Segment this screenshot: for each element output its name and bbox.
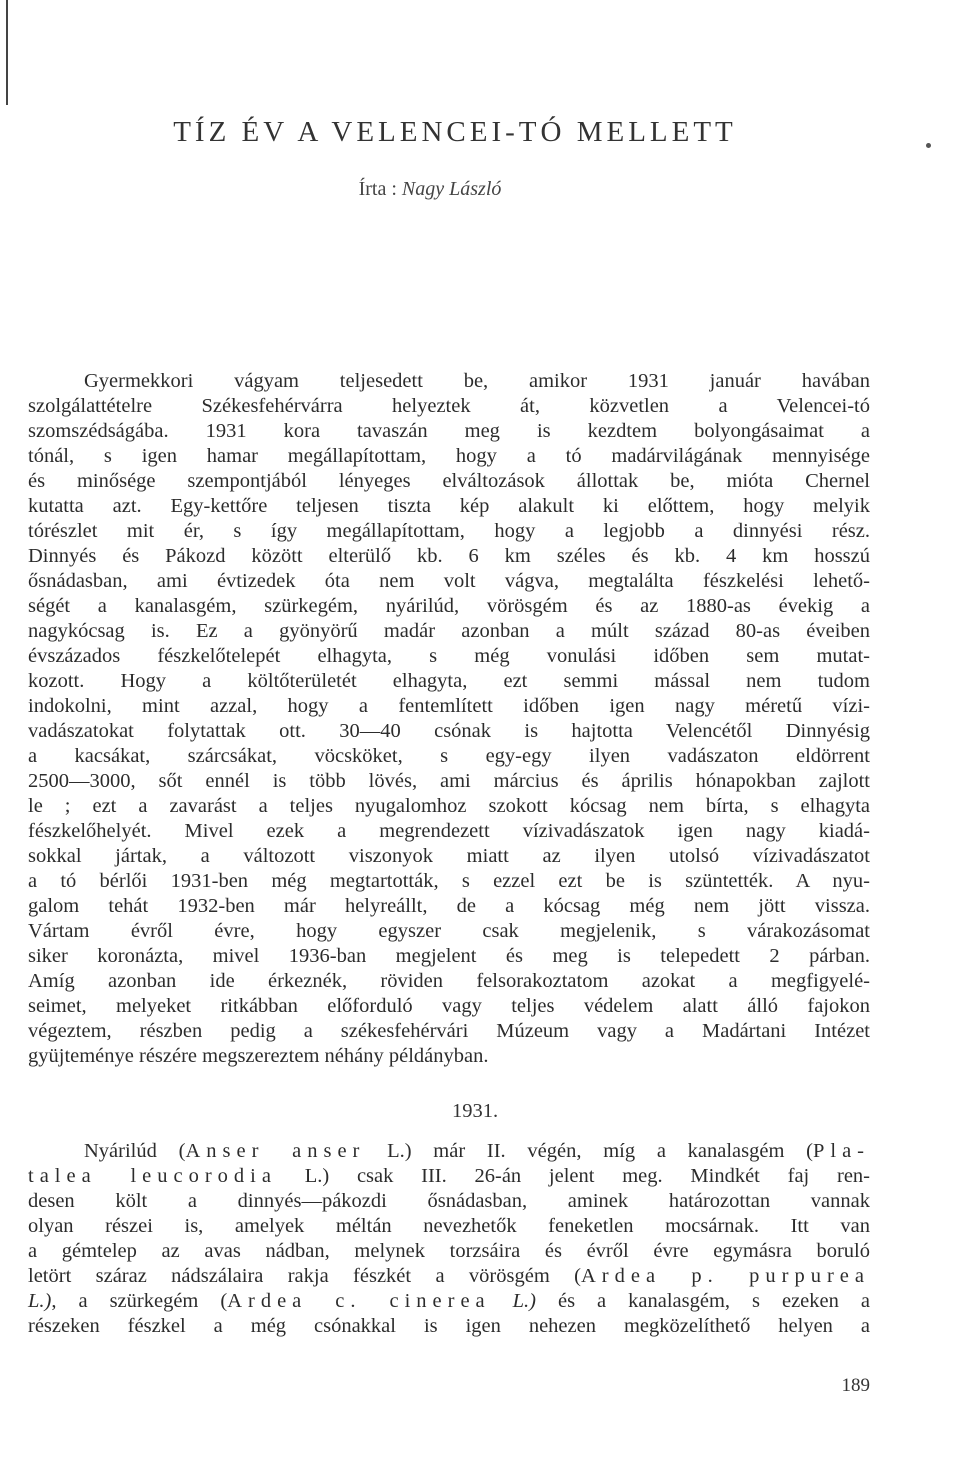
text-line: évszázados fészkelőtelepét elhagyta, s még vonulási időben sem mutat- xyxy=(28,645,870,667)
text-line: a tó bérlői 1931-ben még megtartották, s ezzel ezt be is szüntették. A nyu- xyxy=(28,870,870,892)
text-run: L.) xyxy=(28,1290,52,1312)
article-title: TÍZ ÉV A VELENCEI-TÓ MELLETT xyxy=(173,116,737,148)
text-line: nagykócsag is. Ez a gyönyörű madár azonban a múlt század 80-as éveiben xyxy=(28,620,870,642)
text-run: L.) xyxy=(490,1290,536,1312)
species-name: Ardea c. cinerea xyxy=(227,1290,491,1312)
text-line: kozott. Hogy a költőterületét elhagyta, ezt semmi mással nem tudom xyxy=(28,670,870,692)
text-line: desen költ a dinnyés—pákozdi ősnádasban, aminek határozottan vannak xyxy=(28,1190,870,1212)
text-line: és minősége szempontjából lényeges elváltozások állottak be, mióta Chernel xyxy=(28,470,870,492)
text-line: 2500—3000, sőt ennél is több lövés, ami március és április hónapokban zajlott xyxy=(28,770,870,792)
text-line: Gyermekkori vágyam teljesedett be, amikor 1931 január havában xyxy=(84,370,870,392)
page-number: 189 xyxy=(841,1375,870,1396)
text-line: le ; ezt a zavarást a teljes nyugalomhoz szokott kócsag nem bírta, s elhagyta xyxy=(28,795,870,817)
text-line: sokkal jártak, a változott viszonyok miatt az ilyen utolsó vízivadászatot xyxy=(28,845,870,867)
text-line xyxy=(28,1164,870,1189)
text-line: a gémtelep az avas nádban, melynek torzsáira és évről évre egymásra boruló xyxy=(28,1240,870,1262)
text-run: L.) már II. végén, míg a kanalasgém ( xyxy=(365,1140,813,1162)
byline-prefix: Írta : xyxy=(358,178,397,200)
byline xyxy=(0,178,860,201)
species-name: Ardea p. purpurea xyxy=(580,1265,870,1287)
text-run: és a kanalasgém, s ezeken a xyxy=(535,1290,870,1312)
text-line xyxy=(28,1139,870,1164)
text-run: , a szürkegém ( xyxy=(51,1290,228,1312)
text-line: vadászatokat folytattak ott. 30—40 csónak is hajtotta Velencétől Dinnyésig xyxy=(28,720,870,742)
text-line: tónál, s igen hamar megállapítottam, hogy a tó madárvilágának mennyisége xyxy=(28,445,870,467)
text-line: Vártam évről évre, hogy egyszer csak megjelenik, s várakozásomat xyxy=(28,920,870,942)
text-line: kutatta azt. Egy-kettőre teljesen tiszta kép alakult ki előttem, hogy melyik xyxy=(28,495,870,517)
section-year-heading: 1931. xyxy=(451,1100,499,1122)
text-line: galom tehát 1932-ben már helyreállt, de a kócsag még nem jött vissza. xyxy=(28,895,870,917)
text-line xyxy=(28,1289,870,1314)
text-line: seimet, melyeket ritkábban előforduló vagy teljes védelem alatt álló fajokon xyxy=(28,995,870,1017)
text-line: részeken fészkel a még csónakkal is igen nehezen megközelíthető helyen a xyxy=(28,1315,870,1337)
text-line: ségét a kanalasgém, szürkegém, nyárilúd, vörösgém és az 1880-as évekig a xyxy=(28,595,870,617)
text-line: szolgálattételre Székesfehérvárra helyeztek át, közvetlen a Velencei-tó xyxy=(28,395,870,417)
scan-edge-rule xyxy=(6,0,8,105)
species-name: Pla- xyxy=(812,1140,870,1162)
text-line: a kacsákat, szárcsákat, vöcsköket, s egy-egy ilyen vadászaton eldörrent xyxy=(28,745,870,767)
text-line: szomszédságába. 1931 kora tavaszán meg is kezdtem bolyongásaimat a xyxy=(28,420,870,442)
text-line: siker koronázta, mivel 1936-ban megjelent és meg is telepedett 2 párban. xyxy=(28,945,870,967)
text-line: végeztem, részben pedig a székesfehérvári Múzeum vagy a Madártani Intézet xyxy=(28,1020,870,1042)
text-line: Dinnyés és Pákozd között elterülő kb. 6 km széles és kb. 4 km hosszú xyxy=(28,545,870,567)
paragraph-intro xyxy=(28,369,870,1069)
text-run: Nyárilúd ( xyxy=(84,1140,186,1162)
paragraph-1931 xyxy=(28,1139,870,1339)
author-name: Nagy László xyxy=(401,178,502,200)
text-line: Amíg azonban ide érkeznék, röviden felsorakoztatom azokat a megfigyelé- xyxy=(28,970,870,992)
text-line: fészkelőhelyét. Mivel ezek a megrendezett vízivadászatok igen nagy kiadá- xyxy=(28,820,870,842)
text-line: tórészlet mit ér, s így megállapítottam, hogy a legjobb a dinnyési rész. xyxy=(28,520,870,542)
text-run: L.) csak III. 26-án jelent meg. Mindkét faj ren- xyxy=(276,1165,870,1187)
text-line xyxy=(28,1264,870,1289)
print-speck xyxy=(926,143,931,148)
species-name: talea leucorodia xyxy=(28,1165,277,1187)
text-line: gyüjteménye részére megszereztem néhány példányban. xyxy=(28,1045,489,1067)
text-line: olyan részei is, amelyek méltán nevezhetők feneketlen mocsárnak. Itt van xyxy=(28,1215,870,1237)
text-line: indokolni, mint azzal, hogy a fentemlített időben igen nagy méretű vízi- xyxy=(28,695,870,717)
species-name: Anser anser xyxy=(185,1140,366,1162)
text-run: letört száraz nádszálaira rakja fészkét a vörösgém ( xyxy=(28,1265,581,1287)
text-line: ősnádasban, ami évtizedek óta nem volt vágva, megtalálta fészkelési lehető- xyxy=(28,570,870,592)
